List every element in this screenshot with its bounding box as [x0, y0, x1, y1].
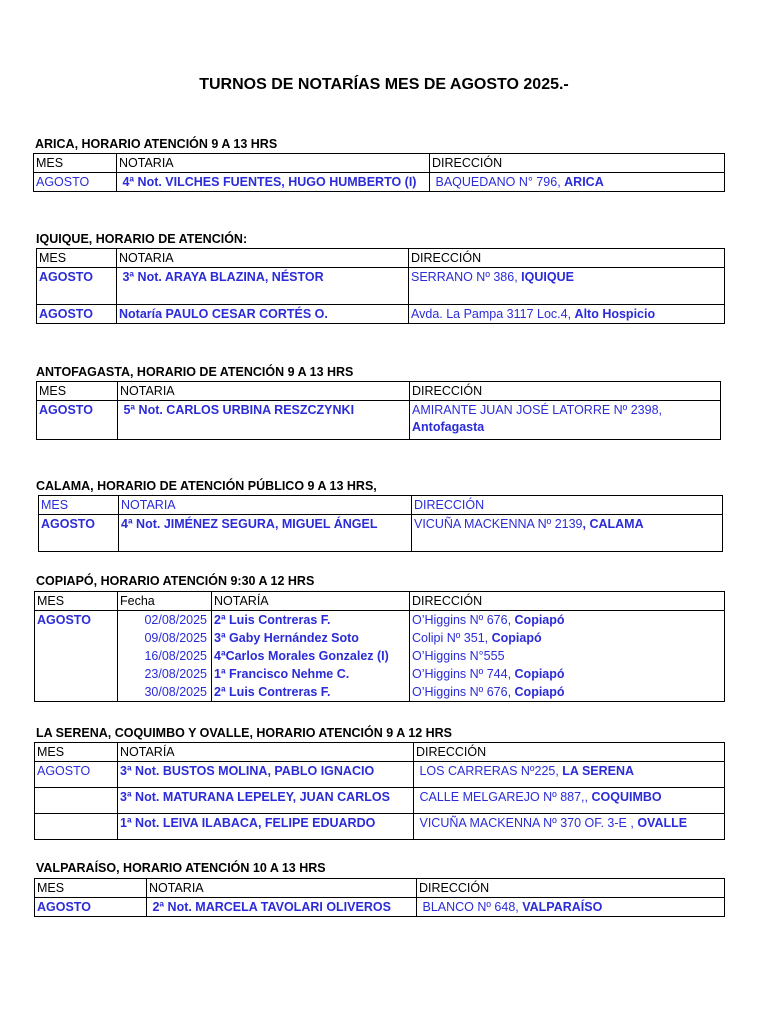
notaria-cell: 1ª Not. LEIVA ILABACA, FELIPE EDUARDO [118, 814, 414, 840]
empty-cell [35, 788, 118, 814]
month-cell: AGOSTO [37, 268, 117, 305]
table-header-row [35, 743, 725, 762]
table-header-row [37, 249, 725, 268]
section-heading-antofagasta: ANTOFAGASTA, HORARIO DE ATENCIÓN 9 A 13 HRS [36, 365, 354, 379]
direccion-cell: LOS CARRERAS Nº225, LA SERENA [414, 762, 725, 788]
table-row [37, 305, 725, 324]
document-title: TURNOS DE NOTARÍAS MES DE AGOSTO 2025.- [199, 76, 569, 93]
header-direccion: DIRECCIÓN [430, 154, 725, 173]
notaria-cell: 1ª Francisco Nehme C. [212, 665, 410, 683]
section-heading-serena: LA SERENA, COQUIMBO Y OVALLE, HORARIO ATENCIÓN 9 A 12 HRS [36, 726, 453, 740]
header-direccion: DIRECCIÓN [412, 496, 723, 515]
table-antofagasta [36, 381, 721, 440]
empty-cell [35, 814, 118, 840]
header-direccion: DIRECCIÓN [410, 592, 725, 611]
table-row [35, 788, 725, 814]
table-row [35, 762, 725, 788]
table-header-row [34, 154, 725, 173]
direccion-cell: Avda. La Pampa 3117 Loc.4, Alto Hospicio [409, 305, 725, 324]
header-direccion: DIRECCIÓN [417, 879, 725, 898]
table-row [37, 401, 721, 440]
notaria-cell: 3ª Not. BUSTOS MOLINA, PABLO IGNACIO [118, 762, 414, 788]
notaria-cell: 2ª Luis Contreras F. [212, 611, 410, 630]
direccion-cell: O’Higgins Nº 676, Copiapó [410, 611, 725, 630]
month-cell: AGOSTO [37, 305, 117, 324]
notaria-cell: 4ªCarlos Morales Gonzalez (I) [212, 647, 410, 665]
month-cell: AGOSTO [35, 762, 118, 788]
direccion-cell: O’Higgins Nº 744, Copiapó [410, 665, 725, 683]
header-mes: MES [35, 592, 118, 611]
header-mes: MES [37, 249, 117, 268]
table-serena [34, 742, 725, 840]
direccion-cell: CALLE MELGAREJO Nº 887,, COQUIMBO [414, 788, 725, 814]
table-row [35, 629, 725, 647]
table-row [35, 665, 725, 683]
section-heading-copiapo: COPIAPÓ, HORARIO ATENCIÓN 9:30 A 12 HRS [36, 574, 315, 588]
empty-cell [35, 683, 118, 702]
notaria-cell: 3ª Not. MATURANA LEPELEY, JUAN CARLOS [118, 788, 414, 814]
table-row [34, 173, 725, 192]
direccion-cell: AMIRANTE JUAN JOSÉ LATORRE Nº 2398, Antofagasta [410, 401, 721, 440]
header-notaria: NOTARIA [118, 382, 410, 401]
table-copiapo [34, 591, 725, 702]
direccion-cell: O’Higgins N°555 [410, 647, 725, 665]
header-mes: MES [34, 154, 117, 173]
table-header-row [35, 592, 725, 611]
table-arica [33, 153, 725, 192]
fecha-cell: 09/08/2025 [118, 629, 212, 647]
header-fecha: Fecha [118, 592, 212, 611]
table-row [37, 268, 725, 305]
notaria-cell: 2ª Luis Contreras F. [212, 683, 410, 702]
notaria-cell: Notaría PAULO CESAR CORTÉS O. [117, 305, 409, 324]
header-mes: MES [39, 496, 119, 515]
table-valparaiso [34, 878, 725, 917]
section-heading-valparaiso: VALPARAÍSO, HORARIO ATENCIÓN 10 A 13 HRS [36, 861, 326, 875]
fecha-cell: 02/08/2025 [118, 611, 212, 630]
month-cell: AGOSTO [37, 401, 118, 440]
header-mes: MES [37, 382, 118, 401]
header-direccion: DIRECCIÓN [414, 743, 725, 762]
table-row [35, 814, 725, 840]
notaria-cell: 2ª Not. MARCELA TAVOLARI OLIVEROS [147, 898, 417, 917]
direccion-cell: SERRANO Nº 386, IQUIQUE [409, 268, 725, 305]
direccion-cell: BAQUEDANO N° 796, ARICA [430, 173, 725, 192]
table-header-row [39, 496, 723, 515]
section-heading-calama: CALAMA, HORARIO DE ATENCIÓN PÚBLICO 9 A 13 HRS, [36, 479, 377, 493]
notaria-cell: 4ª Not. JIMÉNEZ SEGURA, MIGUEL ÁNGEL [119, 515, 412, 552]
header-notaria: NOTARIA [117, 249, 409, 268]
header-direccion: DIRECCIÓN [410, 382, 721, 401]
month-cell: AGOSTO [35, 611, 118, 630]
direccion-cell: Colipi Nº 351, Copiapó [410, 629, 725, 647]
month-cell: AGOSTO [34, 173, 117, 192]
table-row [39, 515, 723, 552]
empty-cell [35, 665, 118, 683]
table-calama [38, 495, 723, 552]
fecha-cell: 23/08/2025 [118, 665, 212, 683]
table-iquique [36, 248, 725, 324]
notaria-cell: 5ª Not. CARLOS URBINA RESZCZYNKI [118, 401, 410, 440]
empty-cell [35, 647, 118, 665]
empty-cell [35, 629, 118, 647]
notaria-cell: 3ª Gaby Hernández Soto [212, 629, 410, 647]
section-heading-arica: ARICA, HORARIO ATENCIÓN 9 A 13 HRS [35, 137, 278, 151]
table-row [35, 683, 725, 702]
header-notaria: NOTARIA [147, 879, 417, 898]
fecha-cell: 30/08/2025 [118, 683, 212, 702]
header-mes: MES [35, 743, 118, 762]
table-header-row [37, 382, 721, 401]
header-notaria: NOTARÍA [212, 592, 410, 611]
header-notaria: NOTARIA [119, 496, 412, 515]
header-notaria: NOTARIA [117, 154, 430, 173]
table-header-row [35, 879, 725, 898]
notaria-cell: 4ª Not. VILCHES FUENTES, HUGO HUMBERTO (I) [117, 173, 430, 192]
notaria-cell: 3ª Not. ARAYA BLAZINA, NÉSTOR [117, 268, 409, 305]
direccion-cell: VICUÑA MACKENNA Nº 370 OF. 3-E , OVALLE [414, 814, 725, 840]
table-row [35, 611, 725, 630]
header-direccion: DIRECCIÓN [409, 249, 725, 268]
header-notaria: NOTARÍA [118, 743, 414, 762]
fecha-cell: 16/08/2025 [118, 647, 212, 665]
table-row [35, 898, 725, 917]
direccion-cell: O’Higgins Nº 676, Copiapó [410, 683, 725, 702]
direccion-cell: VICUÑA MACKENNA Nº 2139, CALAMA [412, 515, 723, 552]
header-mes: MES [35, 879, 147, 898]
direccion-cell: BLANCO Nº 648, VALPARAÍSO [417, 898, 725, 917]
month-cell: AGOSTO [35, 898, 147, 917]
section-heading-iquique: IQUIQUE, HORARIO DE ATENCIÓN: [36, 232, 248, 246]
month-cell: AGOSTO [39, 515, 119, 552]
table-row [35, 647, 725, 665]
